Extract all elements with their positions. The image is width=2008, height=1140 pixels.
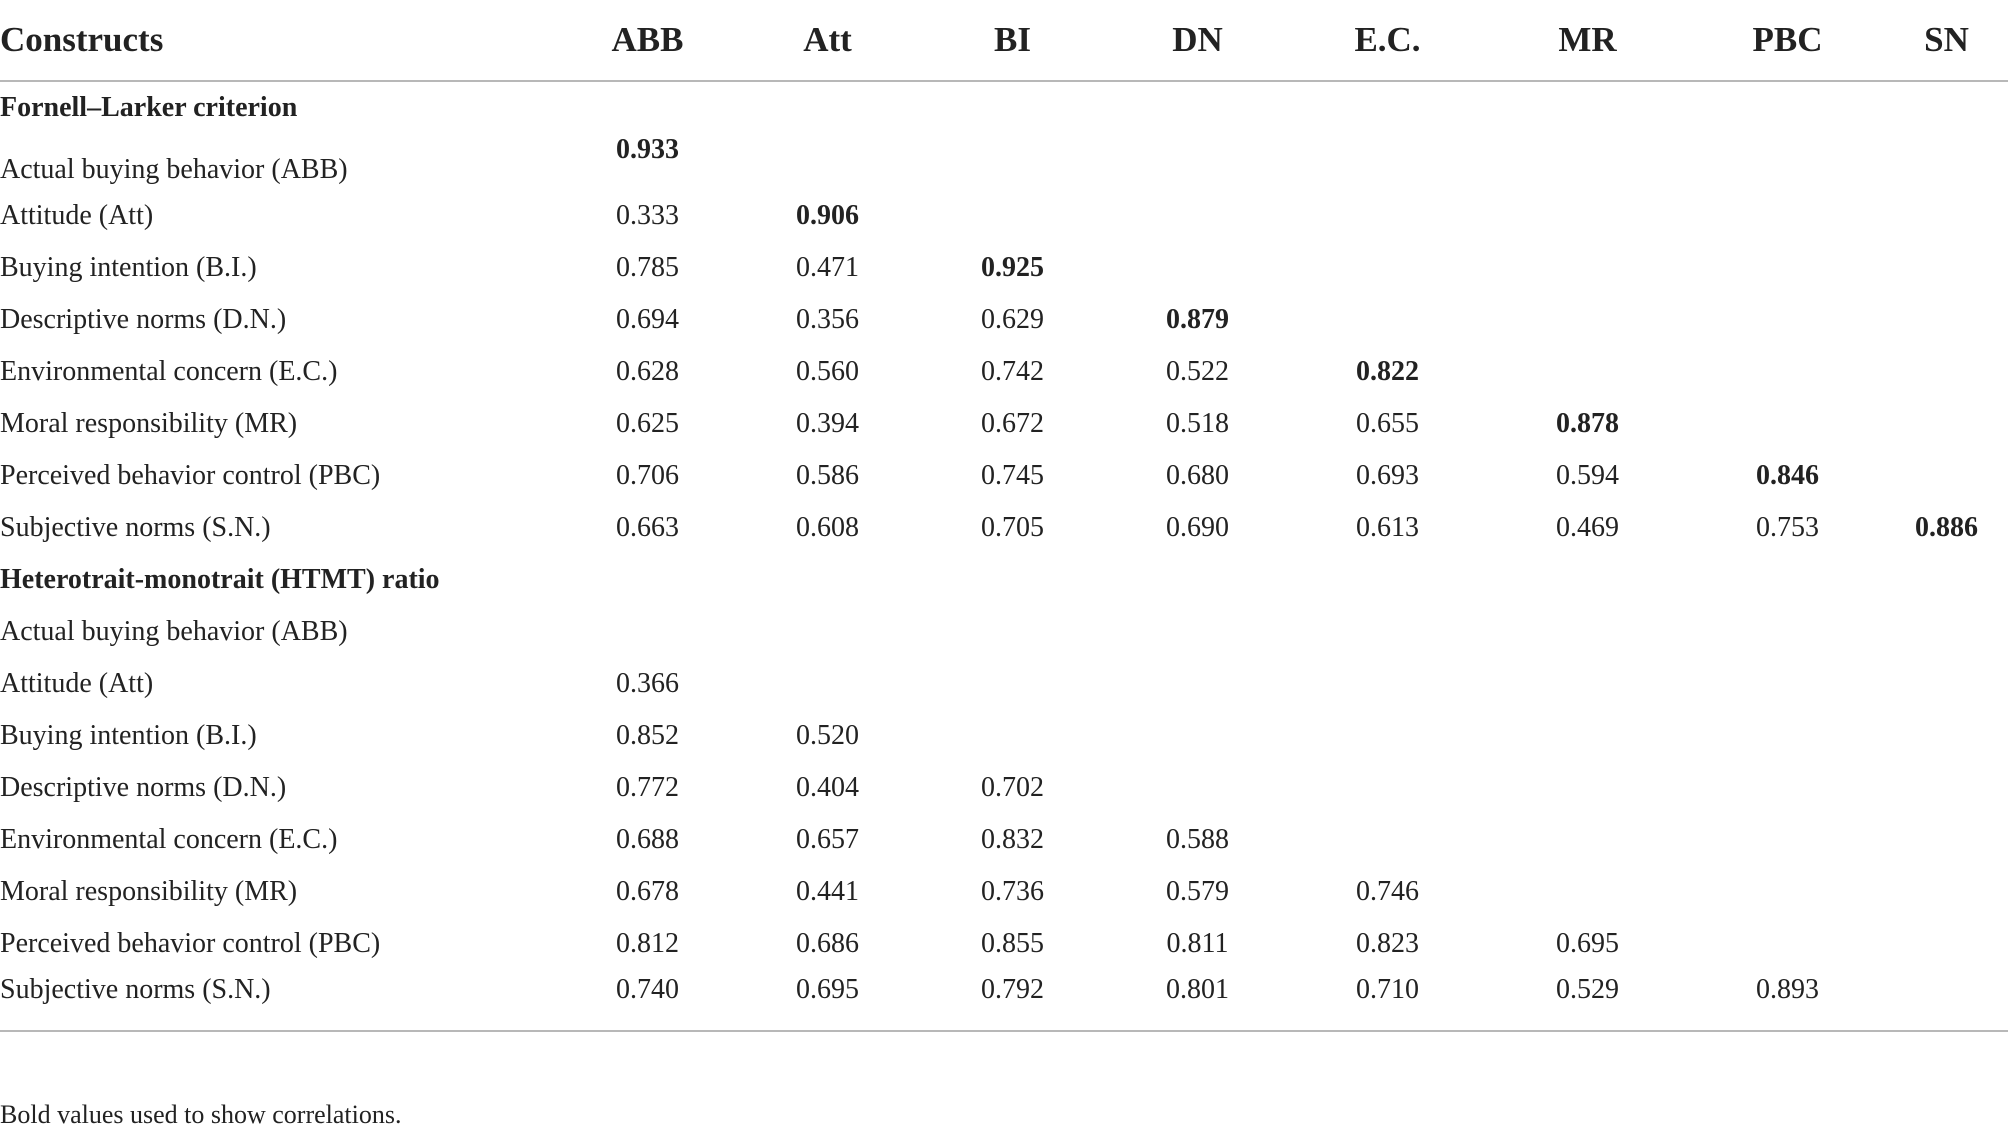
construct-label: Buying intention (B.I.) xyxy=(0,720,257,751)
value-cell: 0.823 xyxy=(1356,928,1419,959)
column-header-att: Att xyxy=(735,0,920,81)
value-cell: 0.518 xyxy=(1166,408,1229,439)
value-cell xyxy=(1105,710,1290,762)
value-cell xyxy=(920,606,1105,658)
value-cell: 0.693 xyxy=(1356,460,1419,491)
value-cell xyxy=(1690,294,1885,346)
value-cell xyxy=(1485,242,1690,294)
table-row xyxy=(0,242,2008,294)
value-cell xyxy=(1105,242,1290,294)
column-header-dn: DN xyxy=(1105,0,1290,81)
value-cell xyxy=(735,658,920,710)
value-cell xyxy=(1485,866,1690,918)
value-cell: 0.893 xyxy=(1690,970,1885,1031)
value-cell xyxy=(1485,190,1690,242)
value-cell xyxy=(1885,866,2008,918)
value-cell xyxy=(1885,242,2008,294)
construct-label: Perceived behavior control (PBC) xyxy=(0,460,381,491)
value-cell xyxy=(1690,710,1885,762)
value-cell xyxy=(1485,762,1690,814)
table-row xyxy=(0,918,2008,970)
value-cell: 0.705 xyxy=(981,512,1044,543)
value-cell xyxy=(1690,866,1885,918)
value-cell xyxy=(1690,398,1885,450)
value-cell xyxy=(1885,294,2008,346)
value-cell: 0.560 xyxy=(796,356,859,387)
value-cell: 0.394 xyxy=(796,408,859,439)
value-cell: 0.694 xyxy=(616,304,679,335)
value-cell: 0.933 xyxy=(616,134,679,165)
value-cell: 0.690 xyxy=(1166,512,1229,543)
value-cell: 0.886 xyxy=(1915,512,1978,543)
value-cell: 0.594 xyxy=(1556,460,1619,491)
table-row xyxy=(0,710,2008,762)
value-cell xyxy=(920,658,1105,710)
value-cell: 0.672 xyxy=(981,408,1044,439)
value-cell: 0.742 xyxy=(981,356,1044,387)
column-header-sn: SN xyxy=(1885,0,2008,81)
value-cell xyxy=(1290,294,1485,346)
value-cell: 0.879 xyxy=(1166,304,1229,335)
value-cell: 0.855 xyxy=(981,928,1044,959)
value-cell: 0.852 xyxy=(616,720,679,751)
value-cell: 0.678 xyxy=(616,876,679,907)
value-cell: 0.529 xyxy=(1485,970,1690,1031)
value-cell: 0.746 xyxy=(1356,876,1419,907)
value-cell: 0.522 xyxy=(1166,356,1229,387)
value-cell xyxy=(560,606,735,658)
value-cell: 0.356 xyxy=(796,304,859,335)
value-cell: 0.906 xyxy=(796,200,859,231)
value-cell: 0.846 xyxy=(1756,460,1819,491)
column-header-pbc: PBC xyxy=(1690,0,1885,81)
column-header-abb: ABB xyxy=(560,0,735,81)
value-cell: 0.753 xyxy=(1756,512,1819,543)
value-cell: 0.710 xyxy=(1290,970,1485,1031)
value-cell xyxy=(1290,762,1485,814)
value-cell xyxy=(1485,710,1690,762)
table-row xyxy=(0,294,2008,346)
value-cell xyxy=(1690,762,1885,814)
value-cell: 0.822 xyxy=(1356,356,1419,387)
value-cell xyxy=(1290,814,1485,866)
value-cell: 0.740 xyxy=(560,970,735,1031)
table-header xyxy=(0,0,2008,81)
table-row xyxy=(0,814,2008,866)
value-cell: 0.629 xyxy=(981,304,1044,335)
value-cell: 0.785 xyxy=(616,252,679,283)
value-cell: 0.745 xyxy=(981,460,1044,491)
value-cell xyxy=(1690,242,1885,294)
value-cell xyxy=(1290,710,1485,762)
header-row xyxy=(0,0,2008,81)
construct-label: Buying intention (B.I.) xyxy=(0,252,257,283)
value-cell: 0.680 xyxy=(1166,460,1229,491)
value-cell: 0.608 xyxy=(796,512,859,543)
value-cell: 0.925 xyxy=(981,252,1044,283)
table-row xyxy=(0,450,2008,502)
value-cell xyxy=(1485,814,1690,866)
construct-label: Subjective norms (S.N.) xyxy=(0,512,271,543)
value-cell xyxy=(1690,190,1885,242)
value-cell: 0.404 xyxy=(796,772,859,803)
construct-label: Moral responsibility (MR) xyxy=(0,876,298,907)
table-row xyxy=(0,398,2008,450)
value-cell: 0.792 xyxy=(920,970,1105,1031)
column-header-constructs: Constructs xyxy=(0,0,560,81)
table-row xyxy=(0,606,2008,658)
value-cell xyxy=(1885,606,2008,658)
value-cell xyxy=(1885,918,2008,970)
section-title: Heterotrait-monotrait (HTMT) ratio xyxy=(0,564,440,595)
value-cell: 0.613 xyxy=(1356,512,1419,543)
value-cell xyxy=(1290,242,1485,294)
value-cell xyxy=(1885,190,2008,242)
table-footnote: Bold values used to show correlations. xyxy=(0,1100,402,1129)
value-cell xyxy=(920,710,1105,762)
value-cell xyxy=(1485,606,1690,658)
table-row xyxy=(0,190,2008,242)
value-cell: 0.655 xyxy=(1356,408,1419,439)
value-cell xyxy=(1290,606,1485,658)
value-cell: 0.812 xyxy=(616,928,679,959)
value-cell xyxy=(1290,190,1485,242)
value-cell xyxy=(1885,398,2008,450)
value-cell xyxy=(1485,658,1690,710)
value-cell xyxy=(1885,450,2008,502)
section-title: Fornell–Larker criterion xyxy=(0,92,298,123)
column-header-bi: BI xyxy=(920,0,1105,81)
value-cell: 0.706 xyxy=(616,460,679,491)
construct-label: Actual buying behavior (ABB) xyxy=(0,616,348,647)
value-cell: 0.366 xyxy=(616,668,679,699)
value-cell xyxy=(1690,134,1885,190)
value-cell xyxy=(1690,658,1885,710)
construct-label: Environmental concern (E.C.) xyxy=(0,356,338,387)
value-cell: 0.663 xyxy=(616,512,679,543)
value-cell xyxy=(1485,134,1690,190)
table-row xyxy=(0,658,2008,710)
construct-label: Descriptive norms (D.N.) xyxy=(0,772,287,803)
value-cell: 0.811 xyxy=(1166,928,1229,959)
table-row xyxy=(0,502,2008,554)
value-cell xyxy=(1105,190,1290,242)
value-cell xyxy=(1885,970,2008,1031)
construct-label: Attitude (Att) xyxy=(0,668,154,699)
value-cell xyxy=(1690,918,1885,970)
value-cell xyxy=(1485,294,1690,346)
table-row xyxy=(0,346,2008,398)
table-row xyxy=(0,762,2008,814)
value-cell xyxy=(1485,346,1690,398)
value-cell xyxy=(1290,658,1485,710)
value-cell xyxy=(1885,658,2008,710)
construct-label: Subjective norms (S.N.) xyxy=(0,970,560,1031)
value-cell xyxy=(920,134,1105,190)
value-cell: 0.801 xyxy=(1105,970,1290,1031)
value-cell: 0.695 xyxy=(1556,928,1619,959)
construct-label: Perceived behavior control (PBC) xyxy=(0,928,381,959)
value-cell: 0.628 xyxy=(616,356,679,387)
section-header-row xyxy=(0,81,2008,134)
value-cell: 0.702 xyxy=(981,772,1044,803)
value-cell: 0.588 xyxy=(1166,824,1229,855)
value-cell: 0.441 xyxy=(796,876,859,907)
table-row xyxy=(0,970,2008,1031)
value-cell: 0.333 xyxy=(616,200,679,231)
construct-label: Actual buying behavior (ABB) xyxy=(0,154,348,185)
value-cell: 0.471 xyxy=(796,252,859,283)
value-cell: 0.469 xyxy=(1556,512,1619,543)
value-cell xyxy=(1290,134,1485,190)
value-cell xyxy=(1105,762,1290,814)
value-cell xyxy=(735,606,920,658)
column-header-mr: MR xyxy=(1485,0,1690,81)
value-cell: 0.520 xyxy=(796,720,859,751)
value-cell: 0.832 xyxy=(981,824,1044,855)
value-cell xyxy=(1105,134,1290,190)
value-cell: 0.586 xyxy=(796,460,859,491)
section-header-row xyxy=(0,554,2008,606)
value-cell: 0.688 xyxy=(616,824,679,855)
value-cell: 0.686 xyxy=(796,928,859,959)
column-header-ec: E.C. xyxy=(1290,0,1485,81)
construct-label: Moral responsibility (MR) xyxy=(0,408,298,439)
value-cell: 0.695 xyxy=(735,970,920,1031)
value-cell xyxy=(1885,814,2008,866)
value-cell: 0.657 xyxy=(796,824,859,855)
construct-label: Attitude (Att) xyxy=(0,200,154,231)
value-cell xyxy=(1885,346,2008,398)
value-cell: 0.579 xyxy=(1166,876,1229,907)
table-row xyxy=(0,134,2008,190)
value-cell xyxy=(920,190,1105,242)
value-cell xyxy=(1885,710,2008,762)
value-cell: 0.625 xyxy=(616,408,679,439)
value-cell xyxy=(1105,606,1290,658)
table-row xyxy=(0,866,2008,918)
value-cell: 0.878 xyxy=(1556,408,1619,439)
construct-label: Descriptive norms (D.N.) xyxy=(0,304,287,335)
value-cell: 0.772 xyxy=(616,772,679,803)
value-cell xyxy=(735,134,920,190)
value-cell xyxy=(1690,606,1885,658)
value-cell xyxy=(1885,134,2008,190)
value-cell xyxy=(1105,658,1290,710)
construct-label: Environmental concern (E.C.) xyxy=(0,824,338,855)
value-cell: 0.736 xyxy=(981,876,1044,907)
value-cell xyxy=(1690,814,1885,866)
value-cell xyxy=(1690,346,1885,398)
value-cell xyxy=(1885,762,2008,814)
table-body xyxy=(0,81,2008,1031)
